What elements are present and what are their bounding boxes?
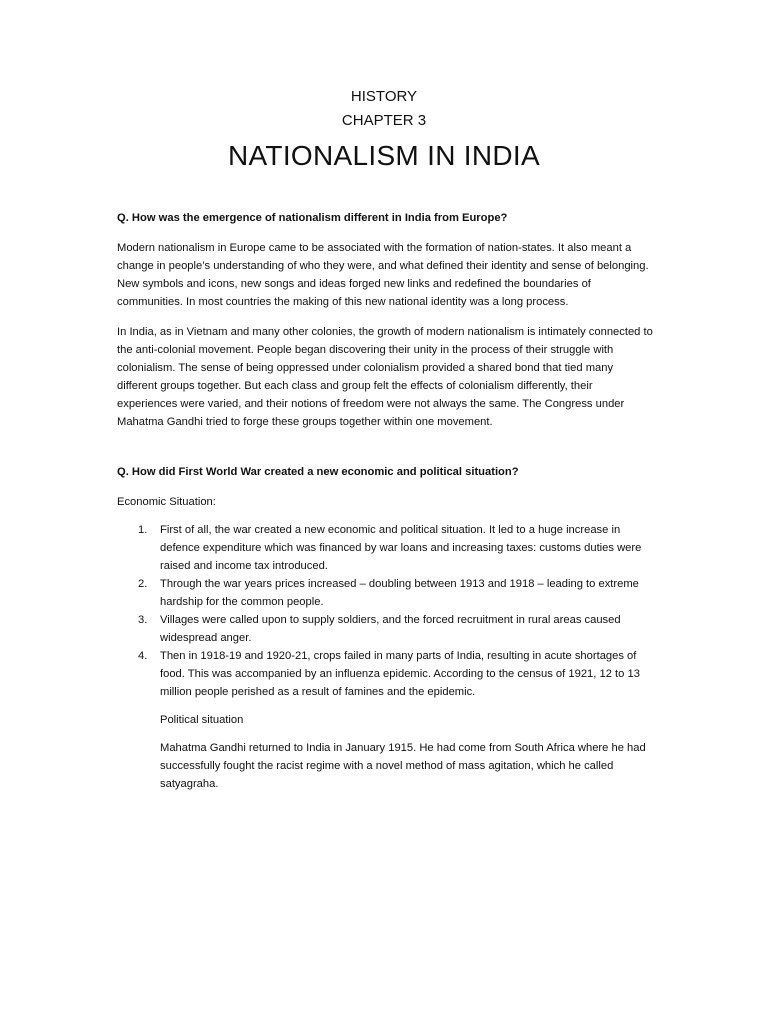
document-title: NATIONALISM IN INDIA [228, 140, 540, 171]
list-item [117, 647, 653, 701]
chapter-heading: CHAPTER 3 [341, 112, 427, 129]
political-situation-text: Mahatma Gandhi returned to India in January 1915. He had come from South Africa where he had successfully fought the racist regime with a novel method of mass agitation, which he called satyagraha. [160, 742, 646, 790]
list-item-text: Through the war years prices increased – doubling between 1913 and 1918 – leading to extreme hardship for the common people. [160, 578, 639, 608]
list-item-number: 3. [138, 614, 148, 626]
subject-heading: HISTORY [350, 88, 418, 105]
section-spacer [117, 443, 653, 463]
list-item-number: 2. [138, 578, 148, 590]
list-item-number: 1. [138, 524, 148, 536]
question-1: Q. How was the emergence of nationalism different in India from Europe? [117, 212, 508, 224]
economic-points-list [117, 521, 653, 701]
list-item [117, 521, 653, 575]
list-item-number: 4. [138, 650, 148, 662]
list-item-text: First of all, the war created a new economic and political situation. It led to a huge increase in defence expenditure which was financed by war loans and increasing taxes: customs duties were raised and income tax introduced. [160, 524, 642, 572]
political-situation-label: Political situation [160, 714, 244, 726]
answer-1-paragraph-2: In India, as in Vietnam and many other colonies, the growth of modern nationalism is intimately connected to the anti-colonial movement. People began discovering their unity in the process of their struggle with colonialism. The sense of being oppressed under colonialism provided a shared bond that tied many different groups together. But each class and group felt the effects of colonialism differently, their experiences were varied, and their notions of freedom were not always the same. The Congress under Mahatma Gandhi tried to forge these groups together within one movement. [117, 326, 653, 428]
economic-situation-label: Economic Situation: [117, 496, 216, 508]
list-item-text: Then in 1918-19 and 1920-21, crops failed in many parts of India, resulting in acute shortages of food. This was accompanied by an influenza epidemic. According to the census of 1921, 12 to 13 million people perished as a result of famines and the epidemic. [160, 650, 640, 698]
document-body [117, 209, 653, 805]
list-item [117, 611, 653, 647]
list-item-text: Villages were called upon to supply soldiers, and the forced recruitment in rural areas caused widespread anger. [160, 614, 621, 644]
question-2: Q. How did First World War created a new economic and political situation? [117, 466, 519, 478]
answer-1-paragraph-1: Modern nationalism in Europe came to be associated with the formation of nation-states. It also meant a change in people’s understanding of who they were, and what defined their identity and sense of belonging. New symbols and icons, new songs and ideas forged new links and redefined the boundaries of communities. In most countries the making of this new national identity was a long process. [117, 242, 649, 308]
list-item [117, 575, 653, 611]
